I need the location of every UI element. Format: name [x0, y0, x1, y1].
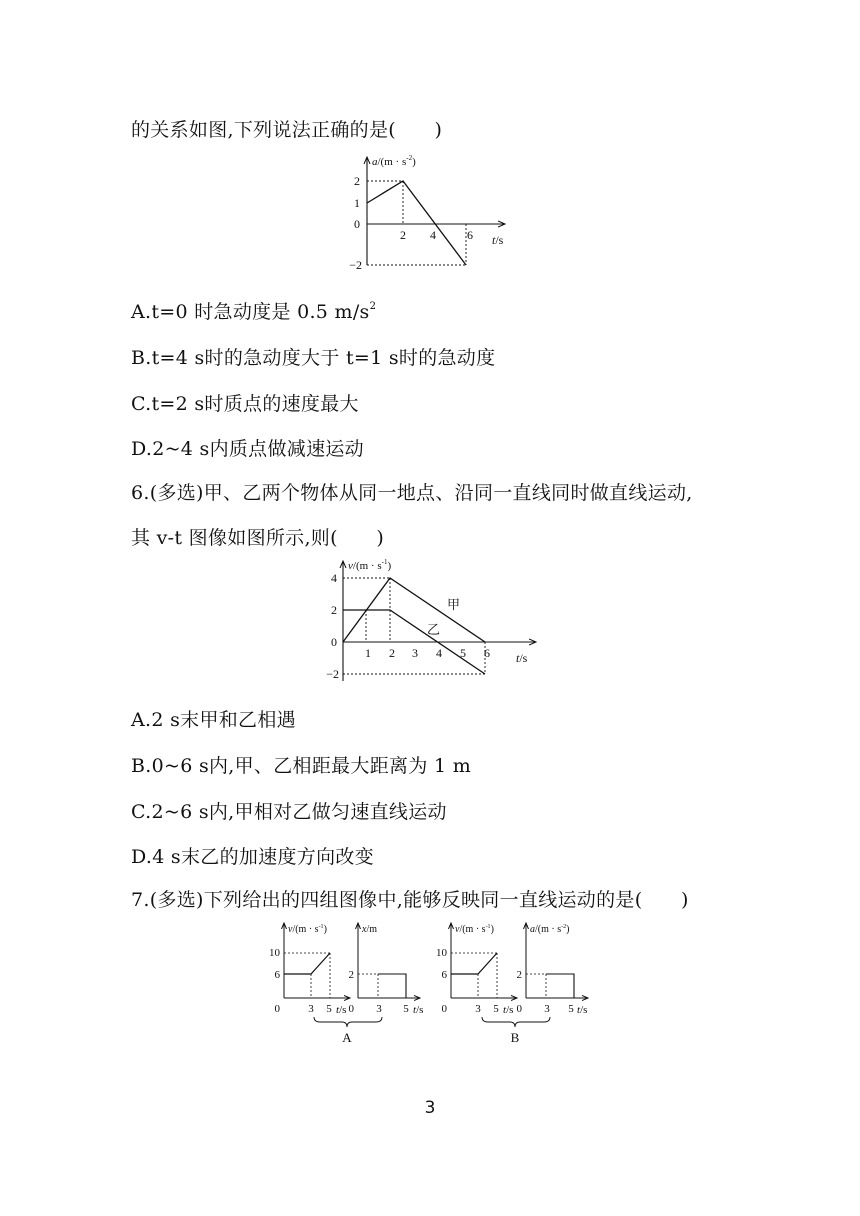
svg-text:a/(m · s-2): $a/(m \cdot s^{-2})$ — [530, 924, 570, 935]
q6-xtick-3: 3 — [412, 646, 418, 660]
question-5-stem: 的关系如图,下列说法正确的是( ) — [131, 119, 443, 141]
q5-option-a: A.t=0 时急动度是 0.5 $m/s^2$ — [131, 301, 377, 323]
q5-data-line — [367, 181, 466, 265]
svg-text:5: 5 — [493, 1003, 499, 1015]
svg-text:0: 0 — [274, 1003, 280, 1015]
svg-text:5: 5 — [326, 1003, 332, 1015]
svg-text:3: 3 — [475, 1003, 481, 1015]
q5-xtick-4: 4 — [430, 228, 436, 242]
q6-ytick-neg2: −2 — [326, 667, 339, 681]
q5-ytick-1: 1 — [354, 196, 360, 210]
svg-text:6: 6 — [441, 969, 447, 981]
q6-xtick-4: 4 — [436, 646, 442, 660]
question-6-stem-line2: 其 v-t 图像如图所示,则( ) — [131, 527, 385, 549]
question-7-stem: 7.(多选)下列给出的四组图像中,能够反映同一直线运动的是( ) — [131, 889, 689, 911]
svg-text:t/s: t/s — [336, 1004, 347, 1016]
q5-option-b: B.t=4 s时的急动度大于 t=1 s时的急动度 — [131, 347, 496, 369]
q6-ytick-0: 0 — [331, 635, 337, 649]
svg-text:5: 5 — [568, 1003, 574, 1015]
q6-xtick-6: 6 — [484, 646, 490, 660]
svg-text:2: 2 — [516, 969, 522, 981]
svg-text:0: 0 — [516, 1003, 522, 1015]
svg-text:v/(m · s-1): $v/(m \cdot s^{-1})$ — [455, 924, 494, 935]
svg-text:6: 6 — [274, 969, 280, 981]
q5-xtick-2: 2 — [400, 228, 406, 242]
question-6-stem-line1: 6.(多选)甲、乙两个物体从同一地点、沿同一直线同时做直线运动, — [131, 482, 693, 504]
q6-option-b: B.0~6 s内,甲、乙相距最大距离为 1 m — [131, 755, 472, 777]
q6-label-yi: 乙 — [427, 622, 441, 637]
svg-text:t/s: t/s — [577, 1004, 588, 1016]
q5-option-d: D.2~4 s内质点做减速运动 — [131, 438, 364, 460]
q5-y-label: $a/(m \cdot s^{-2})$ — [372, 154, 416, 168]
q5-xtick-6: 6 — [467, 228, 473, 242]
svg-text:t/s: t/s — [503, 1004, 514, 1016]
q6-ytick-4: 4 — [331, 571, 337, 585]
q6-ytick-2: 2 — [331, 603, 337, 617]
svg-text:3: 3 — [376, 1003, 382, 1015]
svg-text:v/(m · s-1): $v/(m \cdot s^{-1})$ — [288, 924, 327, 935]
q7-b-brace — [482, 1017, 550, 1027]
q7-a-vt-line — [284, 953, 330, 974]
q7-b-vt-graph — [436, 923, 517, 1016]
q7-b-vt-line — [451, 953, 497, 974]
page-number: 3 — [424, 1098, 436, 1118]
q7-a-vt-graph — [269, 923, 350, 1016]
q6-velocity-graph — [312, 556, 552, 686]
q6-option-a: A.2 s末甲和乙相遇 — [131, 709, 296, 731]
q7-graph-groups — [258, 918, 618, 1048]
svg-text:10: 10 — [269, 947, 280, 959]
q6-x-label: t/s — [516, 651, 528, 665]
q5-option-c: C.t=2 s时质点的速度最大 — [131, 393, 359, 415]
svg-text:10: 10 — [436, 947, 447, 959]
q6-label-jia: 甲 — [447, 597, 461, 612]
svg-text:2: 2 — [348, 969, 354, 981]
q6-option-d: D.4 s末乙的加速度方向改变 — [131, 846, 374, 868]
q6-xtick-5: 5 — [460, 646, 466, 660]
q5-acceleration-graph — [340, 152, 530, 277]
q6-option-c: C.2~6 s内,甲相对乙做匀速直线运动 — [131, 801, 447, 823]
q5-x-label: t/s — [492, 233, 504, 247]
svg-text:x/m: x/m — [362, 924, 378, 935]
svg-text:0: 0 — [348, 1003, 354, 1015]
q6-y-label: $v/(m \cdot s^{-1})$ — [348, 558, 392, 572]
q7-b-at-line — [546, 974, 574, 998]
q7-group-a-label: A — [342, 1030, 352, 1045]
q5-ytick-2: 2 — [354, 174, 360, 188]
svg-text:5: 5 — [403, 1003, 409, 1015]
q7-a-brace — [314, 1017, 382, 1027]
svg-text:3: 3 — [308, 1003, 314, 1015]
q6-xtick-1: 1 — [365, 646, 371, 660]
q5-ytick-0: 0 — [354, 217, 360, 231]
q5-ytick-neg2: −2 — [349, 258, 362, 272]
q7-b-at-graph — [517, 923, 589, 1016]
q7-a-xt-graph — [349, 923, 424, 1016]
svg-text:0: 0 — [441, 1003, 447, 1015]
q6-xtick-2: 2 — [389, 646, 395, 660]
svg-text:t/s: t/s — [413, 1004, 424, 1016]
svg-text:3: 3 — [544, 1003, 550, 1015]
q7-a-xt-line — [378, 974, 406, 998]
q7-group-b-label: B — [510, 1030, 520, 1045]
